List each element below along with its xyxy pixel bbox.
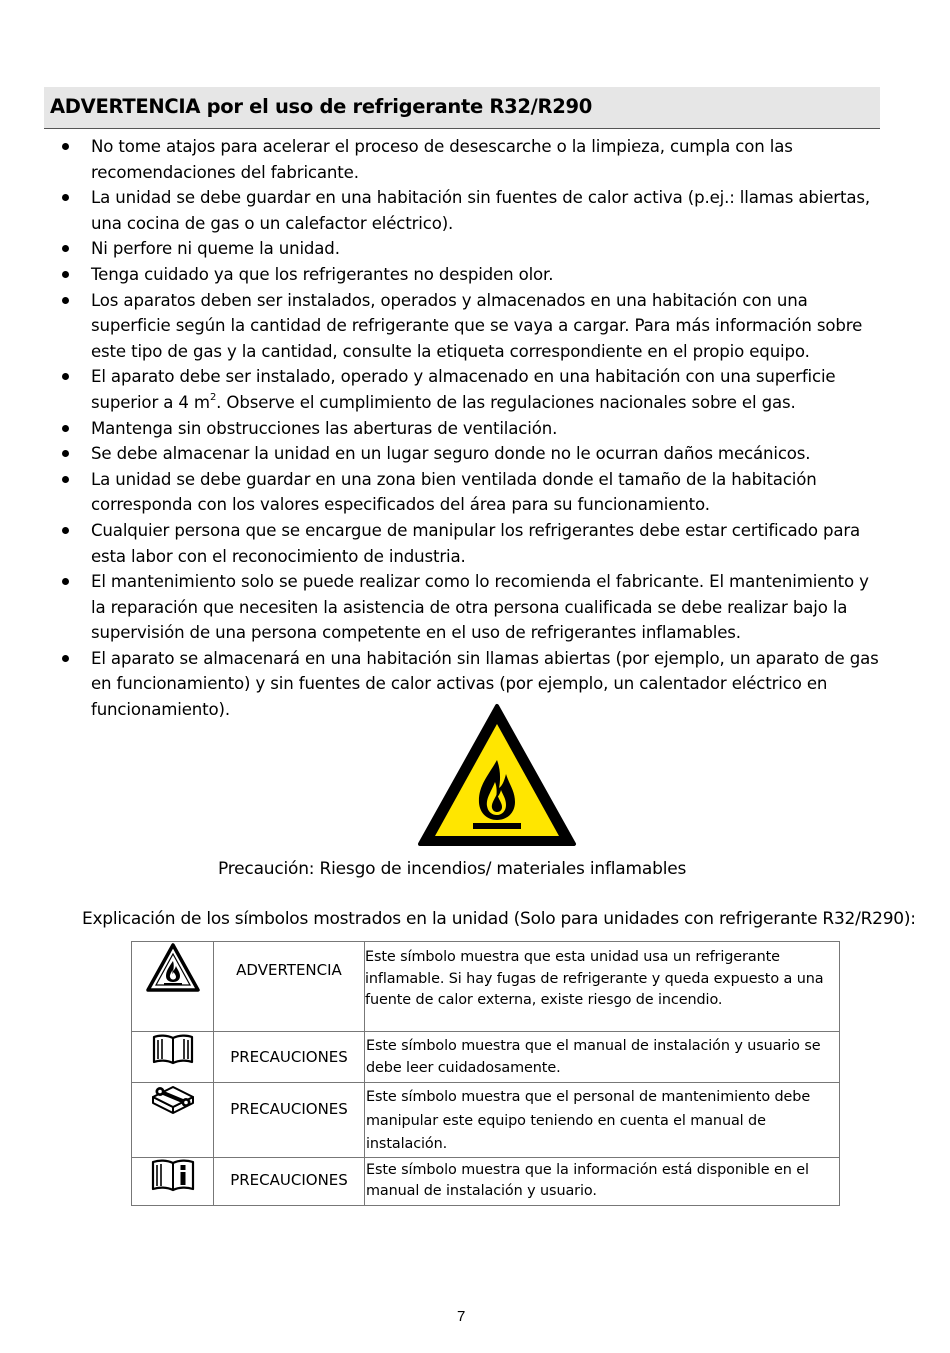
section-title: ADVERTENCIA por el uso de refrigerante R32/R290 [50,95,593,118]
service-manual-wrench-icon [149,1083,197,1117]
flammable-warning-icon [416,702,578,848]
symbol-label: PRECAUCIONES [230,1170,348,1189]
bullet-icon [62,245,69,252]
list-item: Ni perfore ni queme la unidad. [60,236,880,262]
info-manual-icon [150,1158,196,1192]
symbol-label: PRECAUCIONES [230,1100,348,1118]
table-row [132,1157,840,1205]
bullet-icon [62,578,69,585]
bullet-icon [62,143,69,150]
symbols-explanation: Explicación de los símbolos mostrados en la unidad (Solo para unidades con refrigerante R32/R290): [82,909,916,929]
section-header [44,87,880,129]
table-row [132,1032,840,1083]
bullet-icon [62,194,69,201]
list-item: El aparato debe ser instalado, operado y almacenado en una habitación con una superficie superior a 4 $m^2$. Observe el cumplimiento de las regulaciones nacionales sobre el gas. [60,364,880,415]
bullet-icon [62,476,69,483]
open-manual-icon [151,1032,195,1066]
symbols-table [131,941,840,1206]
list-item: Tenga cuidado ya que los refrigerantes no despiden olor. [60,262,880,288]
bullet-icon [62,297,69,304]
symbol-description: Este símbolo muestra que el personal de mantenimiento debe manipular este equipo teniendo en cuenta el manual de instalación. [366,1089,811,1152]
symbol-label: PRECAUCIONES [230,1048,348,1066]
list-item: Cualquier persona que se encargue de manipular los refrigerantes debe estar certificado para esta labor con el reconocimiento de industria. [60,518,880,569]
list-item: El aparato se almacenará en una habitación sin llamas abiertas (por ejemplo, un aparato de gas en funcionamiento) y sin fuentes de calor activas (por ejemplo, un calentador eléctrico en funcionamiento). [60,646,880,723]
symbol-description: Este símbolo muestra que la información está disponible en el manual de instalación y usuario. [366,1161,809,1199]
symbol-description: Este símbolo muestra que el manual de instalación y usuario se debe leer cuidadosamente. [366,1038,821,1076]
list-item: Mantenga sin obstrucciones las aberturas de ventilación. [60,416,880,442]
warning-caption: Precaución: Riesgo de incendios/ materiales inflamables [218,859,687,879]
symbol-description: Este símbolo muestra que esta unidad usa un refrigerante inflamable. Si hay fugas de refrigerante y queda expuesto a una fuente de calor externa, existe riesgo de incendio. [365,949,824,1008]
bullet-icon [62,527,69,534]
list-item: La unidad se debe guardar en una zona bien ventilada donde el tamaño de la habitación corresponda con los valores especificados del área para su funcionamiento. [60,467,880,518]
bullet-icon [62,450,69,457]
table-row [132,1083,840,1158]
symbol-label: ADVERTENCIA [236,961,342,979]
flame-triangle-icon [145,942,201,994]
list-item: Los aparatos deben ser instalados, operados y almacenados en una habitación con una superficie según la cantidad de refrigerante que se vaya a cargar. Para más información sobre este tipo de gas y la cantidad, consulte la etiqueta correspondiente en el propio equipo. [60,288,880,365]
list-item: No tome atajos para acelerar el proceso de desescarche o la limpieza, cumpla con las recomendaciones del fabricante. [60,134,880,185]
list-item: Se debe almacenar la unidad en un lugar seguro donde no le ocurran daños mecánicos. [60,441,880,467]
bullet-icon [62,373,69,380]
table-row [132,942,840,1032]
warning-list [60,134,880,723]
page-number: 7 [457,1308,466,1325]
list-item: El mantenimiento solo se puede realizar como lo recomienda el fabricante. El mantenimiento y la reparación que necesiten la asistencia de otra persona cualificada se debe realizar bajo la supervisión de una persona competente en el uso de refrigerantes inflamables. [60,569,880,646]
bullet-icon [62,655,69,662]
list-item: La unidad se debe guardar en una habitación sin fuentes de calor activa (p.ej.: llamas abiertas, una cocina de gas o un calefactor eléctrico). [60,185,880,236]
bullet-icon [62,425,69,432]
bullet-icon [62,271,69,278]
